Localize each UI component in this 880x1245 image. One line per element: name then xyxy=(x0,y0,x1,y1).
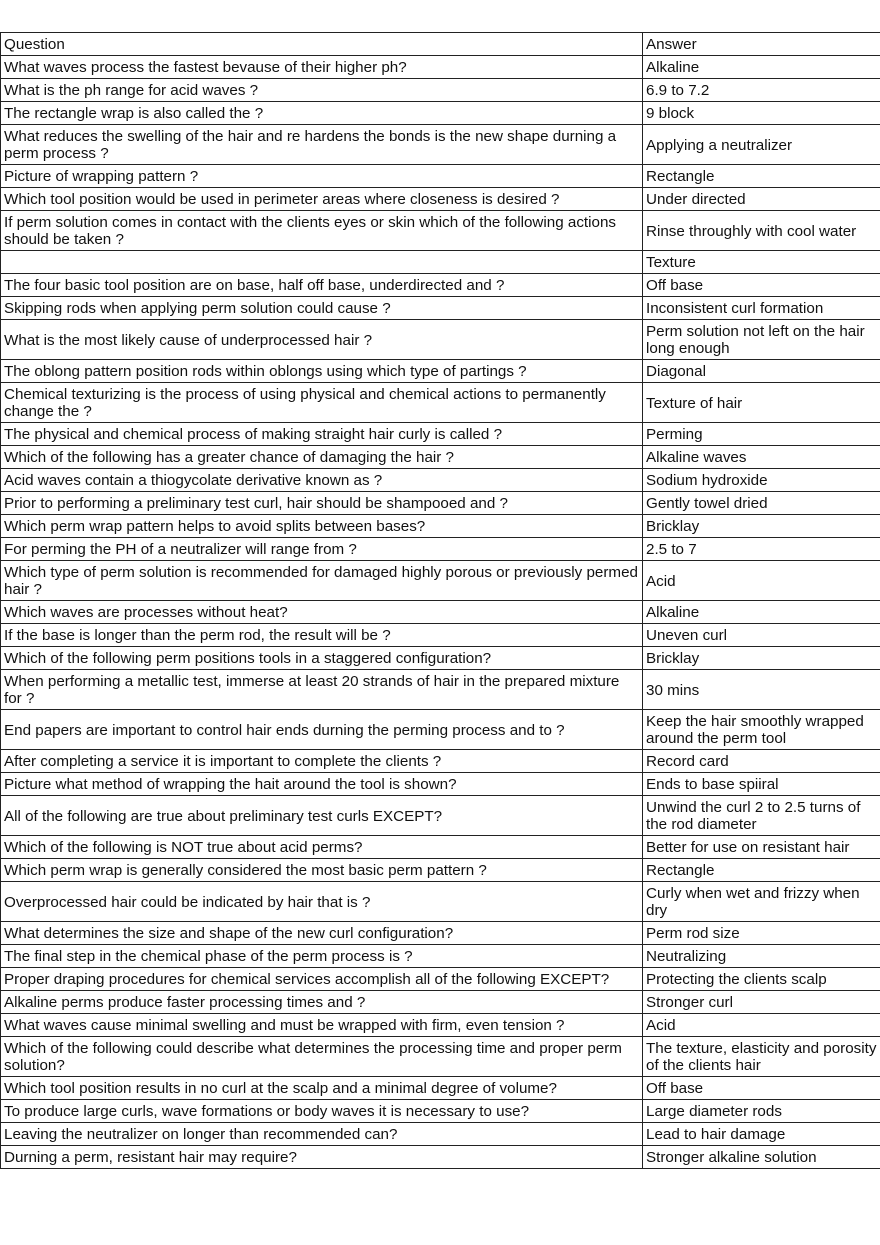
answer-cell: Under directed xyxy=(643,188,880,211)
table-row xyxy=(1,922,880,945)
answer-cell: Perm rod size xyxy=(643,922,880,945)
header-question: Question xyxy=(1,33,643,56)
question-cell: The final step in the chemical phase of the perm process is ? xyxy=(1,945,643,968)
table-row xyxy=(1,991,880,1014)
table-row xyxy=(1,1077,880,1100)
table-row xyxy=(1,647,880,670)
table-row xyxy=(1,601,880,624)
question-cell: Chemical texturizing is the process of using physical and chemical actions to permanently change the ? xyxy=(1,383,643,423)
table-row xyxy=(1,773,880,796)
question-cell: To produce large curls, wave formations or body waves it is necessary to use? xyxy=(1,1100,643,1123)
table-row xyxy=(1,251,880,274)
answer-cell: Acid xyxy=(643,1014,880,1037)
question-cell: Proper draping procedures for chemical services accomplish all of the following EXCEPT? xyxy=(1,968,643,991)
question-cell: If perm solution comes in contact with the clients eyes or skin which of the following actions should be taken ? xyxy=(1,211,643,251)
table-row xyxy=(1,469,880,492)
question-cell xyxy=(1,251,643,274)
answer-cell: Ends to base spiiral xyxy=(643,773,880,796)
question-cell: The four basic tool position are on base, half off base, underdirected and ? xyxy=(1,274,643,297)
answer-cell: Better for use on resistant hair xyxy=(643,836,880,859)
answer-cell: Texture xyxy=(643,251,880,274)
question-cell: After completing a service it is important to complete the clients ? xyxy=(1,750,643,773)
answer-cell: Rectangle xyxy=(643,165,880,188)
answer-cell: Off base xyxy=(643,274,880,297)
question-cell: What is the most likely cause of underprocessed hair ? xyxy=(1,320,643,360)
question-cell: What determines the size and shape of the new curl configuration? xyxy=(1,922,643,945)
question-cell: For perming the PH of a neutralizer will range from ? xyxy=(1,538,643,561)
answer-cell: Bricklay xyxy=(643,647,880,670)
question-cell: Leaving the neutralizer on longer than recommended can? xyxy=(1,1123,643,1146)
question-cell: The oblong pattern position rods within oblongs using which type of partings ? xyxy=(1,360,643,383)
answer-cell: Stronger curl xyxy=(643,991,880,1014)
answer-cell: Gently towel dried xyxy=(643,492,880,515)
answer-cell: 6.9 to 7.2 xyxy=(643,79,880,102)
answer-cell: Applying a neutralizer xyxy=(643,125,880,165)
table-row xyxy=(1,188,880,211)
answer-cell: Acid xyxy=(643,561,880,601)
table-row xyxy=(1,297,880,320)
table-row xyxy=(1,1123,880,1146)
question-cell: Which perm wrap pattern helps to avoid splits between bases? xyxy=(1,515,643,538)
answer-cell: 9 block xyxy=(643,102,880,125)
table-row xyxy=(1,320,880,360)
table-row xyxy=(1,79,880,102)
table-row xyxy=(1,750,880,773)
question-cell: Which of the following could describe what determines the processing time and proper perm solution? xyxy=(1,1037,643,1077)
answer-cell: Rectangle xyxy=(643,859,880,882)
table-row xyxy=(1,945,880,968)
answer-cell: Curly when wet and frizzy when dry xyxy=(643,882,880,922)
answer-cell: Unwind the curl 2 to 2.5 turns of the rod diameter xyxy=(643,796,880,836)
table-row xyxy=(1,1146,880,1169)
answer-cell: Lead to hair damage xyxy=(643,1123,880,1146)
question-cell: The physical and chemical process of making straight hair curly is called ? xyxy=(1,423,643,446)
question-cell: Skipping rods when applying perm solution could cause ? xyxy=(1,297,643,320)
question-cell: What waves cause minimal swelling and must be wrapped with firm, even tension ? xyxy=(1,1014,643,1037)
qa-table xyxy=(0,32,880,1169)
table-row xyxy=(1,859,880,882)
question-cell: Which tool position would be used in perimeter areas where closeness is desired ? xyxy=(1,188,643,211)
answer-cell: Sodium hydroxide xyxy=(643,469,880,492)
table-row xyxy=(1,1037,880,1077)
answer-cell: Diagonal xyxy=(643,360,880,383)
question-cell: What is the ph range for acid waves ? xyxy=(1,79,643,102)
answer-cell: Uneven curl xyxy=(643,624,880,647)
answer-cell: The texture, elasticity and porosity of the clients hair xyxy=(643,1037,880,1077)
question-cell: Which waves are processes without heat? xyxy=(1,601,643,624)
question-cell: Acid waves contain a thiogycolate derivative known as ? xyxy=(1,469,643,492)
answer-cell: Stronger alkaline solution xyxy=(643,1146,880,1169)
table-row xyxy=(1,446,880,469)
answer-cell: Rinse throughly with cool water xyxy=(643,211,880,251)
answer-cell: Alkaline xyxy=(643,601,880,624)
answer-cell: 30 mins xyxy=(643,670,880,710)
answer-cell: 2.5 to 7 xyxy=(643,538,880,561)
table-row xyxy=(1,836,880,859)
table-row xyxy=(1,624,880,647)
answer-cell: Perming xyxy=(643,423,880,446)
question-cell: What waves process the fastest bevause of their higher ph? xyxy=(1,56,643,79)
table-row xyxy=(1,165,880,188)
answer-cell: Off base xyxy=(643,1077,880,1100)
header-answer: Answer xyxy=(643,33,880,56)
table-row xyxy=(1,1100,880,1123)
answer-cell: Alkaline waves xyxy=(643,446,880,469)
table-row xyxy=(1,710,880,750)
answer-cell: Keep the hair smoothly wrapped around the perm tool xyxy=(643,710,880,750)
table-row xyxy=(1,796,880,836)
table-row xyxy=(1,56,880,79)
question-cell: Which of the following perm positions tools in a staggered configuration? xyxy=(1,647,643,670)
table-row xyxy=(1,211,880,251)
question-cell: Alkaline perms produce faster processing times and ? xyxy=(1,991,643,1014)
table-row xyxy=(1,538,880,561)
question-cell: Picture of wrapping pattern ? xyxy=(1,165,643,188)
table-row xyxy=(1,274,880,297)
answer-cell: Neutralizing xyxy=(643,945,880,968)
question-cell: End papers are important to control hair ends durning the perming process and to ? xyxy=(1,710,643,750)
question-cell: What reduces the swelling of the hair and re hardens the bonds is the new shape durning a perm process ? xyxy=(1,125,643,165)
answer-cell: Record card xyxy=(643,750,880,773)
table-body xyxy=(1,56,880,1169)
question-cell: Which perm wrap is generally considered the most basic perm pattern ? xyxy=(1,859,643,882)
question-cell: The rectangle wrap is also called the ? xyxy=(1,102,643,125)
table-row xyxy=(1,515,880,538)
table-row xyxy=(1,125,880,165)
table-row xyxy=(1,968,880,991)
question-cell: Prior to performing a preliminary test curl, hair should be shampooed and ? xyxy=(1,492,643,515)
question-cell: All of the following are true about preliminary test curls EXCEPT? xyxy=(1,796,643,836)
table-row xyxy=(1,670,880,710)
answer-cell: Perm solution not left on the hair long enough xyxy=(643,320,880,360)
table-row xyxy=(1,882,880,922)
answer-cell: Alkaline xyxy=(643,56,880,79)
answer-cell: Large diameter rods xyxy=(643,1100,880,1123)
question-cell: Which of the following is NOT true about acid perms? xyxy=(1,836,643,859)
answer-cell: Bricklay xyxy=(643,515,880,538)
question-cell: Which of the following has a greater chance of damaging the hair ? xyxy=(1,446,643,469)
table-row xyxy=(1,360,880,383)
table-row xyxy=(1,383,880,423)
table-row xyxy=(1,561,880,601)
question-cell: Overprocessed hair could be indicated by hair that is ? xyxy=(1,882,643,922)
question-cell: Durning a perm, resistant hair may require? xyxy=(1,1146,643,1169)
question-cell: Which tool position results in no curl at the scalp and a minimal degree of volume? xyxy=(1,1077,643,1100)
question-cell: Picture what method of wrapping the hait around the tool is shown? xyxy=(1,773,643,796)
question-cell: Which type of perm solution is recommended for damaged highly porous or previously permed hair ? xyxy=(1,561,643,601)
question-cell: If the base is longer than the perm rod, the result will be ? xyxy=(1,624,643,647)
answer-cell: Protecting the clients scalp xyxy=(643,968,880,991)
table-row xyxy=(1,492,880,515)
answer-cell: Inconsistent curl formation xyxy=(643,297,880,320)
table-row xyxy=(1,1014,880,1037)
question-cell: When performing a metallic test, immerse at least 20 strands of hair in the prepared mixture for ? xyxy=(1,670,643,710)
table-row xyxy=(1,102,880,125)
answer-cell: Texture of hair xyxy=(643,383,880,423)
header-row xyxy=(1,33,880,56)
table-row xyxy=(1,423,880,446)
